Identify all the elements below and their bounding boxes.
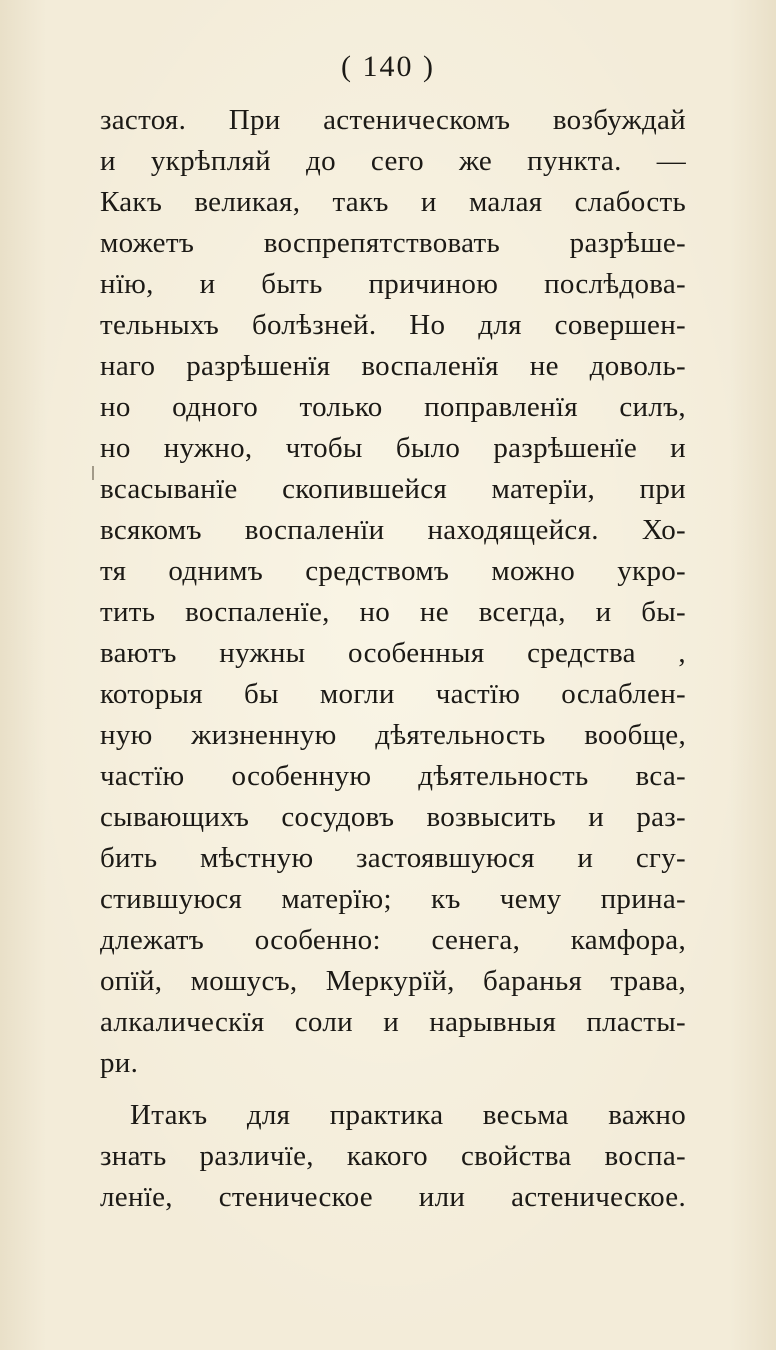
text-line: сывающихъ сосудовъ возвысить и раз- xyxy=(100,801,686,833)
text-line: стившуюся матерїю; къ чему прина- xyxy=(100,883,686,915)
text-line: Какъ великая, такъ и малая слабость xyxy=(100,186,686,218)
text-line: Итакъ для практика весьма важно xyxy=(130,1099,686,1131)
text-line: знать различїе, какого свойства воспа- xyxy=(100,1140,686,1172)
text-line: ную жизненную дѣятельность вообще, xyxy=(100,719,686,751)
margin-mark xyxy=(92,466,94,480)
text-line: частїю особенную дѣятельность вса- xyxy=(100,760,686,792)
text-line: которыя бы могли частїю ослаблен- xyxy=(100,678,686,710)
text-line: бить мѣстную застоявшуюся и сгу- xyxy=(100,842,686,874)
text-line: опїй, мошусъ, Меркурїй, баранья трава, xyxy=(100,965,686,997)
text-line: и укрѣпляй до сего же пункта. — xyxy=(100,145,686,177)
text-line: наго разрѣшенїя воспаленїя не доволь- xyxy=(100,350,686,382)
text-line: но одного только поправленїя силъ, xyxy=(100,391,686,423)
text-line: можетъ воспрепятствовать разрѣше- xyxy=(100,227,686,259)
text-line: длежатъ особенно: сенега, камфора, xyxy=(100,924,686,956)
text-line: тить воспаленїе, но не всегда, и бы- xyxy=(100,596,686,628)
text-line: алкалическїя соли и нарывныя пласты- xyxy=(100,1006,686,1038)
text-line: ваютъ нужны особенныя средства , xyxy=(100,637,686,669)
text-line: тя однимъ средствомъ можно укро- xyxy=(100,555,686,587)
text-line: ри. xyxy=(100,1047,139,1079)
text-line: всасыванїе скопившейся матерїи, при xyxy=(100,473,686,505)
text-line: нїю, и быть причиною послѣдова- xyxy=(100,268,686,300)
text-line: ленїе, стеническое или астеническое. xyxy=(100,1181,686,1213)
page-number: ( 140 ) xyxy=(341,50,435,83)
text-line: всякомъ воспаленїи находящейся. Хо- xyxy=(100,514,686,546)
text-line: но нужно, чтобы было разрѣшенїе и xyxy=(100,432,686,464)
text-line: застоя. При астеническомъ возбуждай xyxy=(100,104,686,136)
text-line: тельныхъ болѣзней. Но для совершен- xyxy=(100,309,686,341)
